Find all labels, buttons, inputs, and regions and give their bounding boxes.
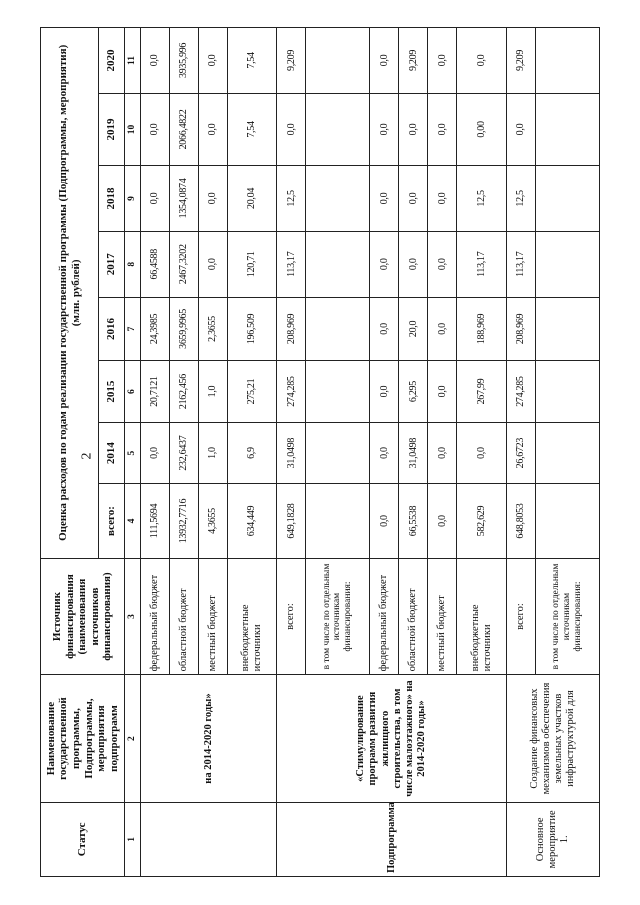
value-cell xyxy=(535,484,599,558)
value-cell: 13932,7716 xyxy=(169,484,198,558)
value-cell: 208,969 xyxy=(277,297,306,361)
value-cell: 2467,3202 xyxy=(169,231,198,297)
header-name: Наименование государственной программы, Подпрограммы, мероприятия подпрограмм xyxy=(41,675,125,802)
page-number: 2 xyxy=(79,452,95,460)
source-cell: в том числе по отдельным источникам финансирования: xyxy=(535,558,599,675)
value-cell: 0,0 xyxy=(428,361,457,423)
value-cell: 20,7121 xyxy=(141,361,170,423)
value-cell: 4,3655 xyxy=(198,484,227,558)
value-cell: 0,0 xyxy=(198,166,227,232)
value-cell: 9,209 xyxy=(506,28,535,94)
value-cell: 0,0 xyxy=(506,93,535,165)
header-year: 2015 xyxy=(99,361,125,423)
value-cell: 0,0 xyxy=(370,28,399,94)
value-cell xyxy=(306,297,370,361)
value-cell: 188,969 xyxy=(457,297,506,361)
value-cell xyxy=(306,231,370,297)
colnum: 4 xyxy=(125,484,141,558)
value-cell: 648,8053 xyxy=(506,484,535,558)
header-year: 2020 xyxy=(99,28,125,94)
source-cell: областной бюджет xyxy=(169,558,198,675)
value-cell: 66,5538 xyxy=(399,484,428,558)
value-cell: 12,5 xyxy=(457,166,506,232)
value-cell: 6,9 xyxy=(227,422,276,484)
value-cell xyxy=(535,297,599,361)
value-cell: 0,00 xyxy=(457,93,506,165)
value-cell: 0,0 xyxy=(399,166,428,232)
value-cell xyxy=(306,93,370,165)
header-year: 2018 xyxy=(99,166,125,232)
value-cell: 24,3985 xyxy=(141,297,170,361)
value-cell: 113,17 xyxy=(457,231,506,297)
value-cell: 0,0 xyxy=(141,28,170,94)
value-cell xyxy=(306,166,370,232)
value-cell: 7,54 xyxy=(227,28,276,94)
value-cell xyxy=(535,166,599,232)
value-cell: 0,0 xyxy=(141,422,170,484)
source-cell: местный бюджет xyxy=(198,558,227,675)
table-row xyxy=(141,28,170,877)
value-cell: 0,0 xyxy=(428,422,457,484)
colnum: 8 xyxy=(125,231,141,297)
value-cell: 0,0 xyxy=(370,361,399,423)
value-cell: 582,629 xyxy=(457,484,506,558)
value-cell: 0,0 xyxy=(428,166,457,232)
status-cell: Основное мероприятие 1. xyxy=(506,802,599,876)
budget-table xyxy=(40,27,600,877)
value-cell: 0,0 xyxy=(428,93,457,165)
value-cell: 0,0 xyxy=(141,93,170,165)
header-year: 2019 xyxy=(99,93,125,165)
value-cell: 2,3655 xyxy=(198,297,227,361)
program-name: на 2014-2020 годы» xyxy=(141,675,277,802)
value-cell: 1,0 xyxy=(198,422,227,484)
source-cell: внебюджетные источники xyxy=(227,558,276,675)
value-cell: 0,0 xyxy=(428,231,457,297)
value-cell: 3659,9965 xyxy=(169,297,198,361)
header-estimate: Оценка расходов по годам реализации государственной программы (Подпрограммы, мероприятия) (млн. рублей) xyxy=(41,28,99,559)
value-cell: 0,0 xyxy=(428,297,457,361)
value-cell: 20,04 xyxy=(227,166,276,232)
value-cell: 7,54 xyxy=(227,93,276,165)
value-cell: 0,0 xyxy=(198,93,227,165)
source-cell: федеральный бюджет xyxy=(141,558,170,675)
value-cell: 0,0 xyxy=(370,166,399,232)
colnum: 11 xyxy=(125,28,141,94)
colnum: 2 xyxy=(125,675,141,802)
column-numbers-row xyxy=(125,28,141,877)
value-cell: 12,5 xyxy=(506,166,535,232)
value-cell: 113,17 xyxy=(506,231,535,297)
value-cell: 208,969 xyxy=(506,297,535,361)
header-source: Источник финансирования (наименования источников финансирования) xyxy=(41,558,125,675)
value-cell: 0,0 xyxy=(428,484,457,558)
value-cell: 267,99 xyxy=(457,361,506,423)
value-cell: 0,0 xyxy=(277,93,306,165)
value-cell: 2162,456 xyxy=(169,361,198,423)
value-cell: 0,0 xyxy=(428,28,457,94)
colnum: 9 xyxy=(125,166,141,232)
source-cell: внебюджетные источники xyxy=(457,558,506,675)
value-cell: 0,0 xyxy=(370,297,399,361)
value-cell: 31,0498 xyxy=(399,422,428,484)
value-cell: 20,0 xyxy=(399,297,428,361)
value-cell: 275,21 xyxy=(227,361,276,423)
value-cell: 0,0 xyxy=(370,231,399,297)
value-cell: 120,71 xyxy=(227,231,276,297)
value-cell xyxy=(535,422,599,484)
value-cell xyxy=(306,422,370,484)
value-cell: 274,285 xyxy=(277,361,306,423)
value-cell: 0,0 xyxy=(198,231,227,297)
colnum: 10 xyxy=(125,93,141,165)
program-name: «Стимулирование программ развития жилищного строительства, в том числе малоэтажного» на 2014-2020 годы» xyxy=(277,675,506,802)
rotated-table-frame xyxy=(40,27,600,877)
value-cell: 196,509 xyxy=(227,297,276,361)
value-cell xyxy=(535,28,599,94)
header-total: всего: xyxy=(99,484,125,558)
value-cell: 274,285 xyxy=(506,361,535,423)
header-year: 2017 xyxy=(99,231,125,297)
value-cell: 0,0 xyxy=(457,422,506,484)
value-cell: 232,6437 xyxy=(169,422,198,484)
source-cell: всего: xyxy=(506,558,535,675)
value-cell: 0,0 xyxy=(370,422,399,484)
value-cell: 2066,4822 xyxy=(169,93,198,165)
value-cell: 1,0 xyxy=(198,361,227,423)
value-cell: 634,449 xyxy=(227,484,276,558)
value-cell xyxy=(306,361,370,423)
value-cell xyxy=(306,28,370,94)
value-cell xyxy=(535,93,599,165)
value-cell: 649,1828 xyxy=(277,484,306,558)
colnum: 5 xyxy=(125,422,141,484)
value-cell: 66,4588 xyxy=(141,231,170,297)
table-row xyxy=(506,28,535,877)
source-cell: областной бюджет xyxy=(399,558,428,675)
colnum: 7 xyxy=(125,297,141,361)
value-cell: 0,0 xyxy=(399,231,428,297)
source-cell: федеральный бюджет xyxy=(370,558,399,675)
header-status: Статус xyxy=(41,802,125,876)
header-year: 2014 xyxy=(99,422,125,484)
value-cell: 0,0 xyxy=(370,484,399,558)
value-cell xyxy=(306,484,370,558)
value-cell: 111,5694 xyxy=(141,484,170,558)
value-cell: 26,6723 xyxy=(506,422,535,484)
value-cell: 1354,0874 xyxy=(169,166,198,232)
value-cell: 12,5 xyxy=(277,166,306,232)
table-row xyxy=(277,28,306,877)
value-cell: 0,0 xyxy=(141,166,170,232)
value-cell: 0,0 xyxy=(399,93,428,165)
value-cell: 0,0 xyxy=(457,28,506,94)
colnum: 3 xyxy=(125,558,141,675)
value-cell: 9,209 xyxy=(277,28,306,94)
colnum: 6 xyxy=(125,361,141,423)
value-cell: 0,0 xyxy=(198,28,227,94)
value-cell: 9,209 xyxy=(399,28,428,94)
value-cell xyxy=(535,231,599,297)
source-cell: всего: xyxy=(277,558,306,675)
value-cell: 0,0 xyxy=(370,93,399,165)
status-cell xyxy=(141,802,277,876)
header-year: 2016 xyxy=(99,297,125,361)
value-cell xyxy=(535,361,599,423)
colnum: 1 xyxy=(125,802,141,876)
status-cell: Подпрограмма xyxy=(277,802,506,876)
value-cell: 3935,996 xyxy=(169,28,198,94)
source-cell: местный бюджет xyxy=(428,558,457,675)
value-cell: 6,295 xyxy=(399,361,428,423)
source-cell: в том числе по отдельным источникам финансирования: xyxy=(306,558,370,675)
value-cell: 113,17 xyxy=(277,231,306,297)
program-name: Создание финансовых механизмов обеспечения земельных участков инфраструктурой для xyxy=(506,675,599,802)
value-cell: 31,0498 xyxy=(277,422,306,484)
